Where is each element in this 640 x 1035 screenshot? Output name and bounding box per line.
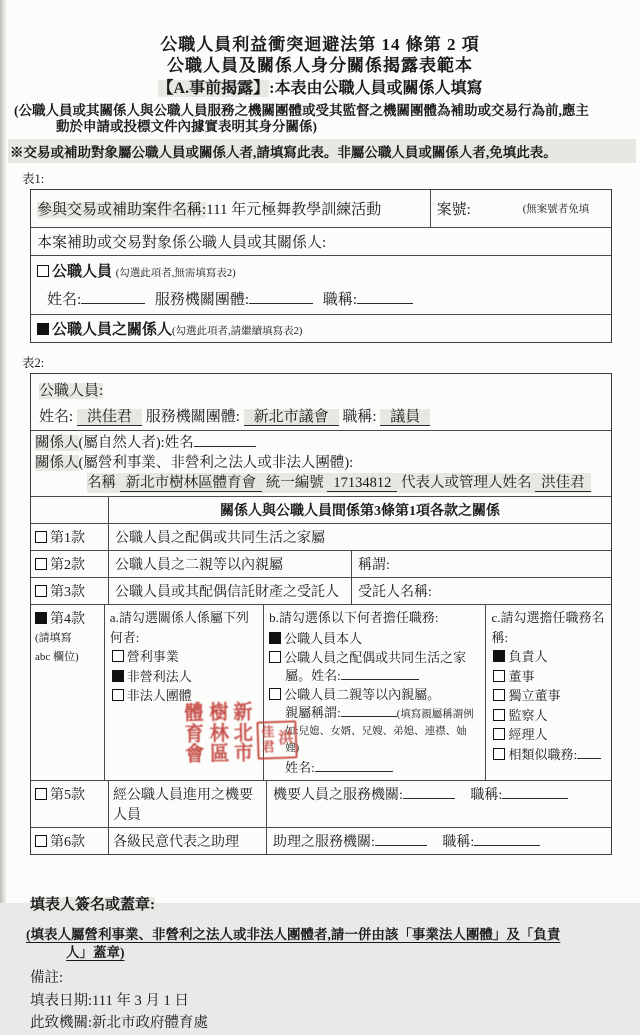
checkbox-clause3-unchecked-icon [35, 585, 47, 597]
clause6-extra [266, 828, 611, 854]
case-no-cell [430, 190, 611, 227]
clause5-extra [266, 781, 611, 827]
personal-seal-stamp [256, 720, 297, 759]
t2-name-value: 洪佳君 [77, 409, 142, 426]
table1-row-target [31, 227, 611, 255]
official-option-label: 公職人員 [52, 264, 113, 281]
checkbox-unincorporated-unchecked-icon [112, 689, 124, 701]
clause5-row [31, 780, 611, 827]
related-option-cell [31, 315, 611, 342]
subtitle-rest: :本表由公職人員或關係人填寫 [269, 79, 483, 97]
relation-header-row [31, 496, 611, 523]
option-spouse: 公職人員之配偶或共同生活之家屬。姓名: [284, 650, 467, 683]
clause6-label: 第6款 [50, 835, 85, 851]
t2-name-label: 姓名: [39, 409, 74, 426]
footer-agency: 此致機關:新北市政府體育處 [30, 1015, 209, 1032]
related-info-cell [31, 431, 611, 496]
clause6-title-label: 職稱: [442, 835, 475, 851]
col-c-heading: c.請勾選擔任職務名稱: [491, 610, 605, 645]
clause5-org-blank [403, 786, 455, 799]
t2-org-value: 新北市議會 [244, 409, 339, 426]
form-title-line1: 公職人員利益衝突迴避法第 14 條第 2 項 [160, 35, 480, 54]
clause2-cell [31, 551, 108, 577]
clause5-title-blank [502, 786, 568, 799]
checkbox-clause1-unchecked-icon [35, 531, 47, 543]
clause3-row [31, 577, 611, 604]
clause1-label: 第1款 [50, 531, 85, 547]
checkbox-spouse-unchecked-icon [269, 651, 281, 663]
entity-name-value: 新北市樹林區體育會 [120, 475, 263, 492]
option-independent-director: 獨立董事 [508, 688, 561, 704]
checkbox-nonprofit-checked-icon [112, 670, 124, 682]
table1-row-case [31, 190, 611, 227]
clause4-col-c [485, 605, 611, 780]
checkbox-independent-director-unchecked-icon [493, 689, 505, 701]
related-natural-rest: (屬自然人者):姓名 [78, 435, 194, 452]
clause5-desc: 經公職人員進用之機要人員 [108, 781, 266, 827]
t1-org-blank [249, 291, 313, 304]
t1-org-label: 服務機關團體: [154, 292, 250, 309]
checkbox-related-checked-icon [37, 323, 49, 335]
pre-note-line1: (公職人員或其關係人與公職人員服務之機關團體或受其監督之機關團體為補助或交易行為前,應主 [14, 102, 589, 118]
clause2-desc: 公職人員之二親等以內親屬 [108, 551, 351, 577]
relative-title-label: 親屬稱謂: [285, 704, 341, 720]
clause5-org-label: 機要人員之服務機關: [273, 788, 403, 804]
checkbox-clause4-checked-icon [35, 612, 47, 624]
clause6-org-label: 助理之服務機關: [273, 835, 375, 851]
relation-header-title: 關係人與公職人員間係第3條第1項各款之關係 [108, 497, 611, 523]
similar-role-blank [577, 746, 601, 759]
table2-label: 表2: [22, 356, 45, 371]
case-no-label: 案號: [436, 202, 471, 219]
entity-id-label: 統一編號 [265, 475, 324, 492]
clause2-label: 第2款 [50, 558, 85, 574]
option-nonprofit: 非營利法人 [126, 668, 192, 684]
entity-rep-value: 洪佳君 [535, 475, 591, 492]
t1-title-blank [357, 291, 413, 304]
clause3-cell [31, 578, 108, 604]
clause2-row [31, 550, 611, 577]
checkbox-director-unchecked-icon [493, 670, 505, 682]
clause3-label: 第3款 [50, 585, 85, 601]
pre-note [14, 103, 632, 137]
case-no-hint: (無案號者免填 [522, 204, 590, 216]
footer-note-line1: (填表人屬營利事業、非營利之法人或非法人團體者,請一併由該「事業法人團體」及「負責 [26, 927, 561, 943]
clause5-label: 第5款 [50, 788, 85, 804]
case-name-label: 參與交易或補助案件名稱: [37, 202, 207, 219]
clause4-cell [31, 605, 104, 780]
pre-note-line2: 動於申請或投標文件內據實表明其身分關係) [56, 119, 317, 135]
case-name-cell [31, 190, 430, 227]
clause6-row [31, 827, 611, 854]
relative-title-blank [341, 704, 397, 717]
option-similar-role: 相類似職務: [508, 746, 578, 762]
table1-label: 表1: [22, 172, 45, 187]
related-option-label: 公職人員之關係人 [52, 322, 173, 339]
clause4-label: 第4款 [50, 612, 85, 628]
clause1-row [31, 523, 611, 550]
clause6-title-blank [474, 833, 540, 846]
related-option-hint: (勾選此項者,請繼續填寫表2) [172, 326, 303, 338]
entity-id-value: 17134812 [327, 475, 397, 492]
relative-title-hint: (填寫親屬稱謂例如:兒媳、女婿、兄嫂、弟媳、連襟、妯娌) [285, 708, 474, 754]
footer-misc [30, 967, 640, 1034]
case-name-value: 111 年元極舞教學訓練活動 [206, 202, 382, 219]
checkbox-official-self-checked-icon [269, 632, 281, 644]
option-director: 董事 [508, 668, 535, 684]
clause4-note1: (請填寫 [35, 632, 72, 645]
entity-rep-label: 代表人或管理人姓名 [401, 475, 532, 492]
related-entity-pre: 關係人 [35, 455, 79, 472]
option-relative: 公職人員二親等以內親屬。 [284, 687, 441, 703]
clause6-org-blank [375, 833, 427, 846]
clause1-cell [31, 524, 108, 550]
subtitle-tag: 【A.事前揭露】 [157, 79, 270, 97]
checkbox-similar-role-unchecked-icon [493, 748, 505, 760]
t2-org-label: 服務機關團體: [145, 409, 240, 426]
checkbox-clause2-unchecked-icon [35, 558, 47, 570]
checkbox-clause5-unchecked-icon [35, 788, 47, 800]
form-header [0, 0, 640, 99]
t1-title-label: 職稱: [322, 292, 358, 309]
table1-row-related [31, 314, 611, 342]
related-entity-rest: (屬營利事業、非營利之法人或非法人團體): [78, 455, 354, 472]
clause5-cell [31, 781, 108, 827]
t2-title-value: 議員 [380, 409, 430, 426]
checkbox-relative-unchecked-icon [269, 688, 281, 700]
relative-name-label: 姓名: [285, 759, 315, 775]
option-forprofit: 營利事業 [126, 649, 179, 665]
table1 [30, 189, 612, 343]
entity-name-label: 名稱 [87, 475, 116, 492]
official-option-hint: (勾選此項者,無需填寫表2) [115, 268, 236, 280]
table1-row-official [31, 255, 611, 314]
clause4-note2: abc 欄位) [35, 650, 79, 663]
clause3-desc: 公職人員或其配偶信託財產之受託人 [108, 578, 351, 604]
spouse-name-blank [341, 667, 419, 680]
clause6-desc: 各級民意代表之助理 [108, 828, 266, 854]
footer-note [26, 926, 634, 961]
personal-seal-right-column: 洪 [278, 730, 294, 748]
checkbox-clause6-unchecked-icon [35, 835, 47, 847]
related-natural-pre: 關係人 [35, 435, 79, 452]
personal-seal-left-column: 佳 君 [260, 724, 275, 755]
option-supervisor: 監察人 [508, 707, 548, 723]
target-line: 本案補助或交易對象係公職人員或其關係人: [37, 235, 327, 252]
footer-date: 填表日期:111 年 3 月 1 日 [30, 992, 189, 1009]
form-title-line2: 公職人員及關係人身分關係揭露表範本 [167, 56, 473, 76]
t2-title-label: 職稱: [342, 409, 377, 426]
option-manager: 經理人 [508, 727, 548, 743]
col-b-heading: b.請勾選係以下何者擔任職務: [269, 610, 439, 626]
relation-header-spacer [31, 497, 108, 523]
checkbox-official-unchecked-icon [37, 265, 49, 277]
clause3-extra: 受託人名稱: [351, 578, 611, 604]
t1-name-label: 姓名: [47, 292, 82, 309]
col-a-heading: a.請勾選關係人係屬下列何者: [109, 610, 249, 645]
checkbox-principal-checked-icon [493, 650, 505, 662]
clause1-desc: 公職人員之配偶或共同生活之家屬 [108, 524, 611, 550]
signature-line [30, 893, 640, 914]
table2-official-section [31, 374, 611, 430]
checkbox-supervisor-unchecked-icon [493, 709, 505, 721]
option-principal: 負責人 [508, 649, 548, 665]
official-heading: 公職人員: [39, 383, 104, 400]
footer-note-line2: 人」蓋章) [66, 944, 125, 960]
checkbox-manager-unchecked-icon [493, 728, 505, 740]
table2-related-section [31, 430, 611, 496]
organization-seal-stamp: 體 樹 新 育 林 北 會 區 市 [184, 700, 254, 766]
option-official-self: 公職人員本人 [284, 630, 363, 646]
relative-name-blank [315, 759, 393, 772]
official-option-cell [31, 256, 611, 314]
official-info-cell [31, 374, 611, 430]
t1-name-blank [81, 291, 145, 304]
table2 [30, 373, 612, 855]
form-subtitle [0, 79, 640, 99]
checkbox-forprofit-unchecked-icon [112, 650, 124, 662]
notice-line: ※交易或補助對象屬公職人員或關係人者,請填寫此表。非屬公職人員或關係人者,免填此表。 [8, 139, 636, 163]
clause6-cell [31, 828, 108, 854]
clause5-title-label: 職稱: [470, 788, 503, 804]
clause2-extra: 稱謂: [351, 551, 611, 577]
related-natural-blank [194, 434, 256, 447]
footer-remark: 備註: [30, 970, 64, 987]
signature-label: 填表人簽名或蓋章: [30, 897, 155, 914]
clause4-row [31, 604, 611, 780]
option-unincorporated: 非法人團體 [126, 688, 192, 704]
